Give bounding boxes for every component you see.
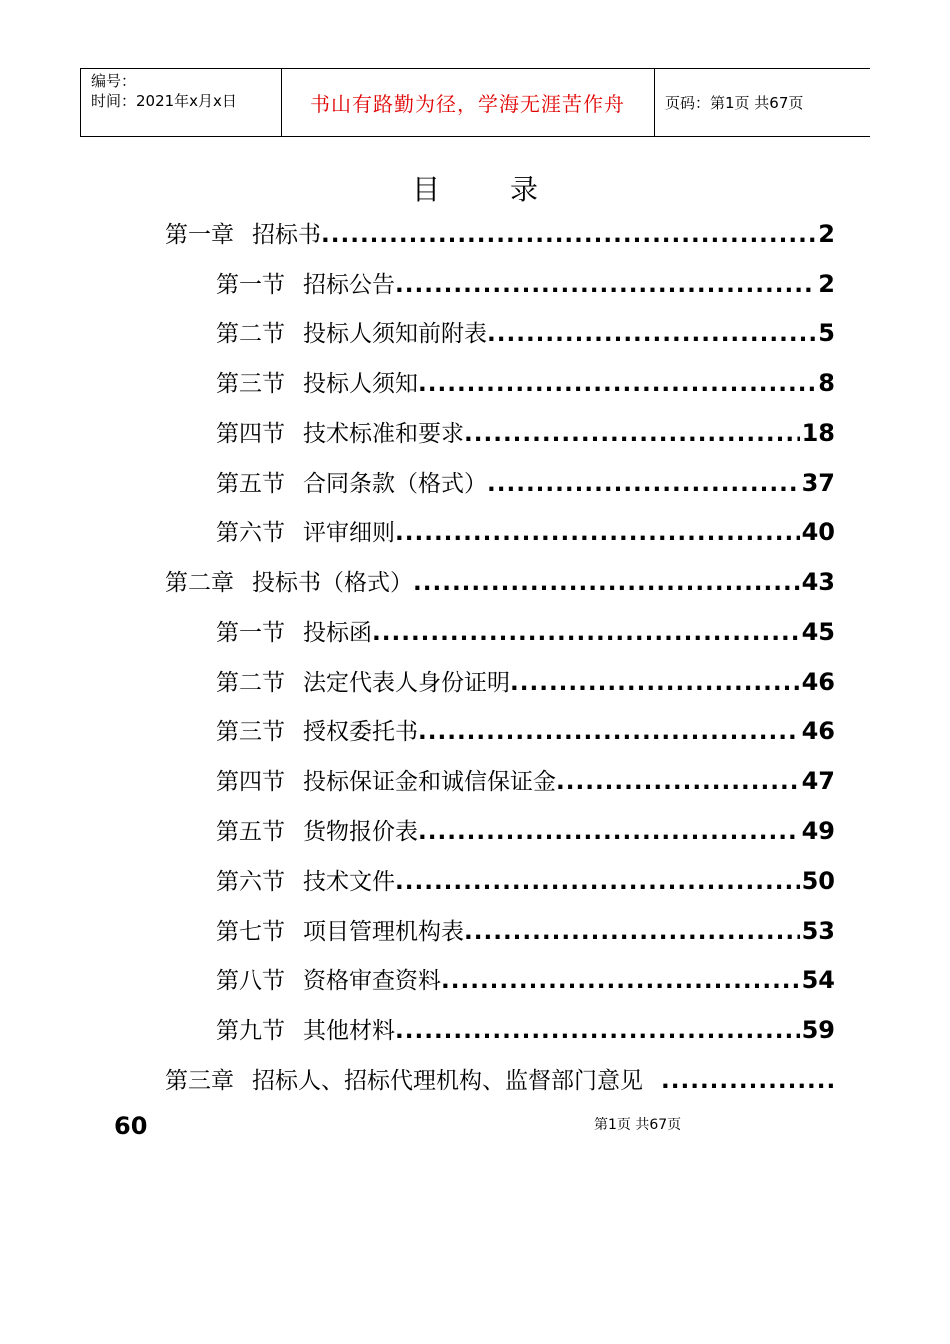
- toc-entry-name: 投标人须知: [303, 371, 418, 397]
- toc-leader: [418, 819, 800, 845]
- toc-page-number: 5: [818, 319, 835, 347]
- toc-page-number: 18: [801, 419, 835, 447]
- toc-page-number: 8: [818, 369, 835, 397]
- toc-leader: [395, 869, 800, 895]
- toc-entry-section[interactable]: [216, 266, 835, 300]
- motto: 书山有路勤为径，学海无涯苦作舟: [310, 92, 625, 116]
- toc-entry-name: 投标函: [303, 620, 372, 646]
- toc-section-number: 第七节: [216, 919, 285, 945]
- toc-leader: [487, 471, 800, 497]
- toc-leader: [418, 719, 800, 745]
- toc-leader: [464, 421, 800, 447]
- toc-page-number: 40: [801, 518, 835, 546]
- toc-entry-section[interactable]: [216, 614, 835, 648]
- toc-entry-name: 项目管理机构表: [303, 919, 464, 945]
- toc-leader: [321, 222, 816, 248]
- toc-section-number: 第四节: [216, 421, 285, 447]
- toc-entry-section[interactable]: [216, 763, 835, 797]
- toc-chapter-number: 第三章: [165, 1068, 234, 1094]
- toc-page-number: 43: [801, 568, 835, 596]
- toc-entry-section[interactable]: [216, 415, 835, 449]
- toc-page-number: 53: [801, 917, 835, 945]
- toc-entry-section[interactable]: [216, 913, 835, 947]
- toc-leader: [395, 272, 816, 298]
- page-footer: 第1页 共67页: [594, 1117, 682, 1133]
- toc-section-number: 第三节: [216, 371, 285, 397]
- toc-entry-section[interactable]: [216, 315, 835, 349]
- toc-chapter-number: 第一章: [165, 222, 234, 248]
- toc-entry-section[interactable]: [216, 713, 835, 747]
- toc-section-number: 第三节: [216, 719, 285, 745]
- toc-leader: [464, 919, 800, 945]
- toc-page-number: 47: [801, 767, 835, 795]
- toc-section-number: 第五节: [216, 471, 285, 497]
- toc-entry-section[interactable]: [216, 664, 835, 698]
- toc-entry-name: 货物报价表: [303, 819, 418, 845]
- toc-entry-section[interactable]: [216, 863, 835, 897]
- toc-page-number: 2: [818, 220, 835, 248]
- toc-entry-name: 技术文件: [303, 869, 395, 895]
- toc-leader: [487, 321, 816, 347]
- toc-entry-name: 投标书（格式）: [252, 570, 413, 596]
- toc-page-number: 2: [818, 270, 835, 298]
- toc-entry-section[interactable]: [216, 962, 835, 996]
- toc-entry-name: 授权委托书: [303, 719, 418, 745]
- toc-entry-name: 资格审查资料: [303, 968, 441, 994]
- toc-entry-name: 合同条款（格式）: [303, 471, 487, 497]
- toc-entry-name: 法定代表人身份证明: [303, 670, 510, 696]
- toc-section-number: 第五节: [216, 819, 285, 845]
- toc-section-number: 第一节: [216, 620, 285, 646]
- toc-leader: [413, 570, 800, 596]
- toc-page-number: 59: [801, 1016, 835, 1044]
- toc-page-number-wrapped: 60: [114, 1112, 148, 1140]
- toc-page-number: 46: [801, 717, 835, 745]
- toc-leader: [510, 670, 800, 696]
- toc-leader: [372, 620, 800, 646]
- toc-section-number: 第九节: [216, 1018, 285, 1044]
- toc-entry-name: 投标保证金和诚信保证金: [303, 769, 556, 795]
- toc-entry-chapter[interactable]: [165, 1062, 835, 1096]
- number-label: 编号：: [91, 72, 137, 90]
- toc-page-number: 37: [801, 469, 835, 497]
- toc-entry-section[interactable]: [216, 365, 835, 399]
- toc-entry-name: 招标书: [252, 222, 321, 248]
- toc-page-number: 46: [801, 668, 835, 696]
- toc-entry-section[interactable]: [216, 514, 835, 548]
- toc-section-number: 第二节: [216, 321, 285, 347]
- toc-page-number: 54: [801, 966, 835, 994]
- header-motto-cell: [281, 69, 655, 136]
- header-info-cell: [80, 69, 282, 136]
- toc-entry-section[interactable]: [216, 813, 835, 847]
- toc-leader: [661, 1068, 835, 1094]
- header-page-cell: [655, 69, 870, 136]
- toc-entry-name: 招标公告: [303, 272, 395, 298]
- toc-title: 目录: [411, 173, 608, 206]
- toc-section-number: 第六节: [216, 520, 285, 546]
- toc-section-number: 第六节: [216, 869, 285, 895]
- toc-section-number: 第二节: [216, 670, 285, 696]
- toc-entry-name: 技术标准和要求: [303, 421, 464, 447]
- toc-entry-section[interactable]: [216, 1012, 835, 1046]
- toc-section-number: 第八节: [216, 968, 285, 994]
- toc-entry-name: 招标人、招标代理机构、监督部门意见: [252, 1068, 643, 1094]
- toc-leader: [395, 1018, 800, 1044]
- toc-entry-section[interactable]: [216, 465, 835, 499]
- toc-page-number: 50: [801, 867, 835, 895]
- toc-leader: [556, 769, 800, 795]
- toc-section-number: 第四节: [216, 769, 285, 795]
- toc-entry-name: 评审细则: [303, 520, 395, 546]
- toc-entry-chapter[interactable]: [165, 564, 835, 598]
- toc-entry-chapter[interactable]: [165, 216, 835, 250]
- page-code: 页码：第1页 共67页: [665, 94, 804, 112]
- page-header: [80, 68, 870, 137]
- toc-leader: [441, 968, 800, 994]
- toc-page-number: 49: [801, 817, 835, 845]
- toc-section-number: 第一节: [216, 272, 285, 298]
- toc-entry-name: 投标人须知前附表: [303, 321, 487, 347]
- toc-leader: [395, 520, 800, 546]
- toc-chapter-number: 第二章: [165, 570, 234, 596]
- toc-leader: [418, 371, 816, 397]
- toc-page-number: 45: [801, 618, 835, 646]
- toc-entry-name: 其他材料: [303, 1018, 395, 1044]
- time-label: 时间：2021年x月x日: [91, 92, 237, 110]
